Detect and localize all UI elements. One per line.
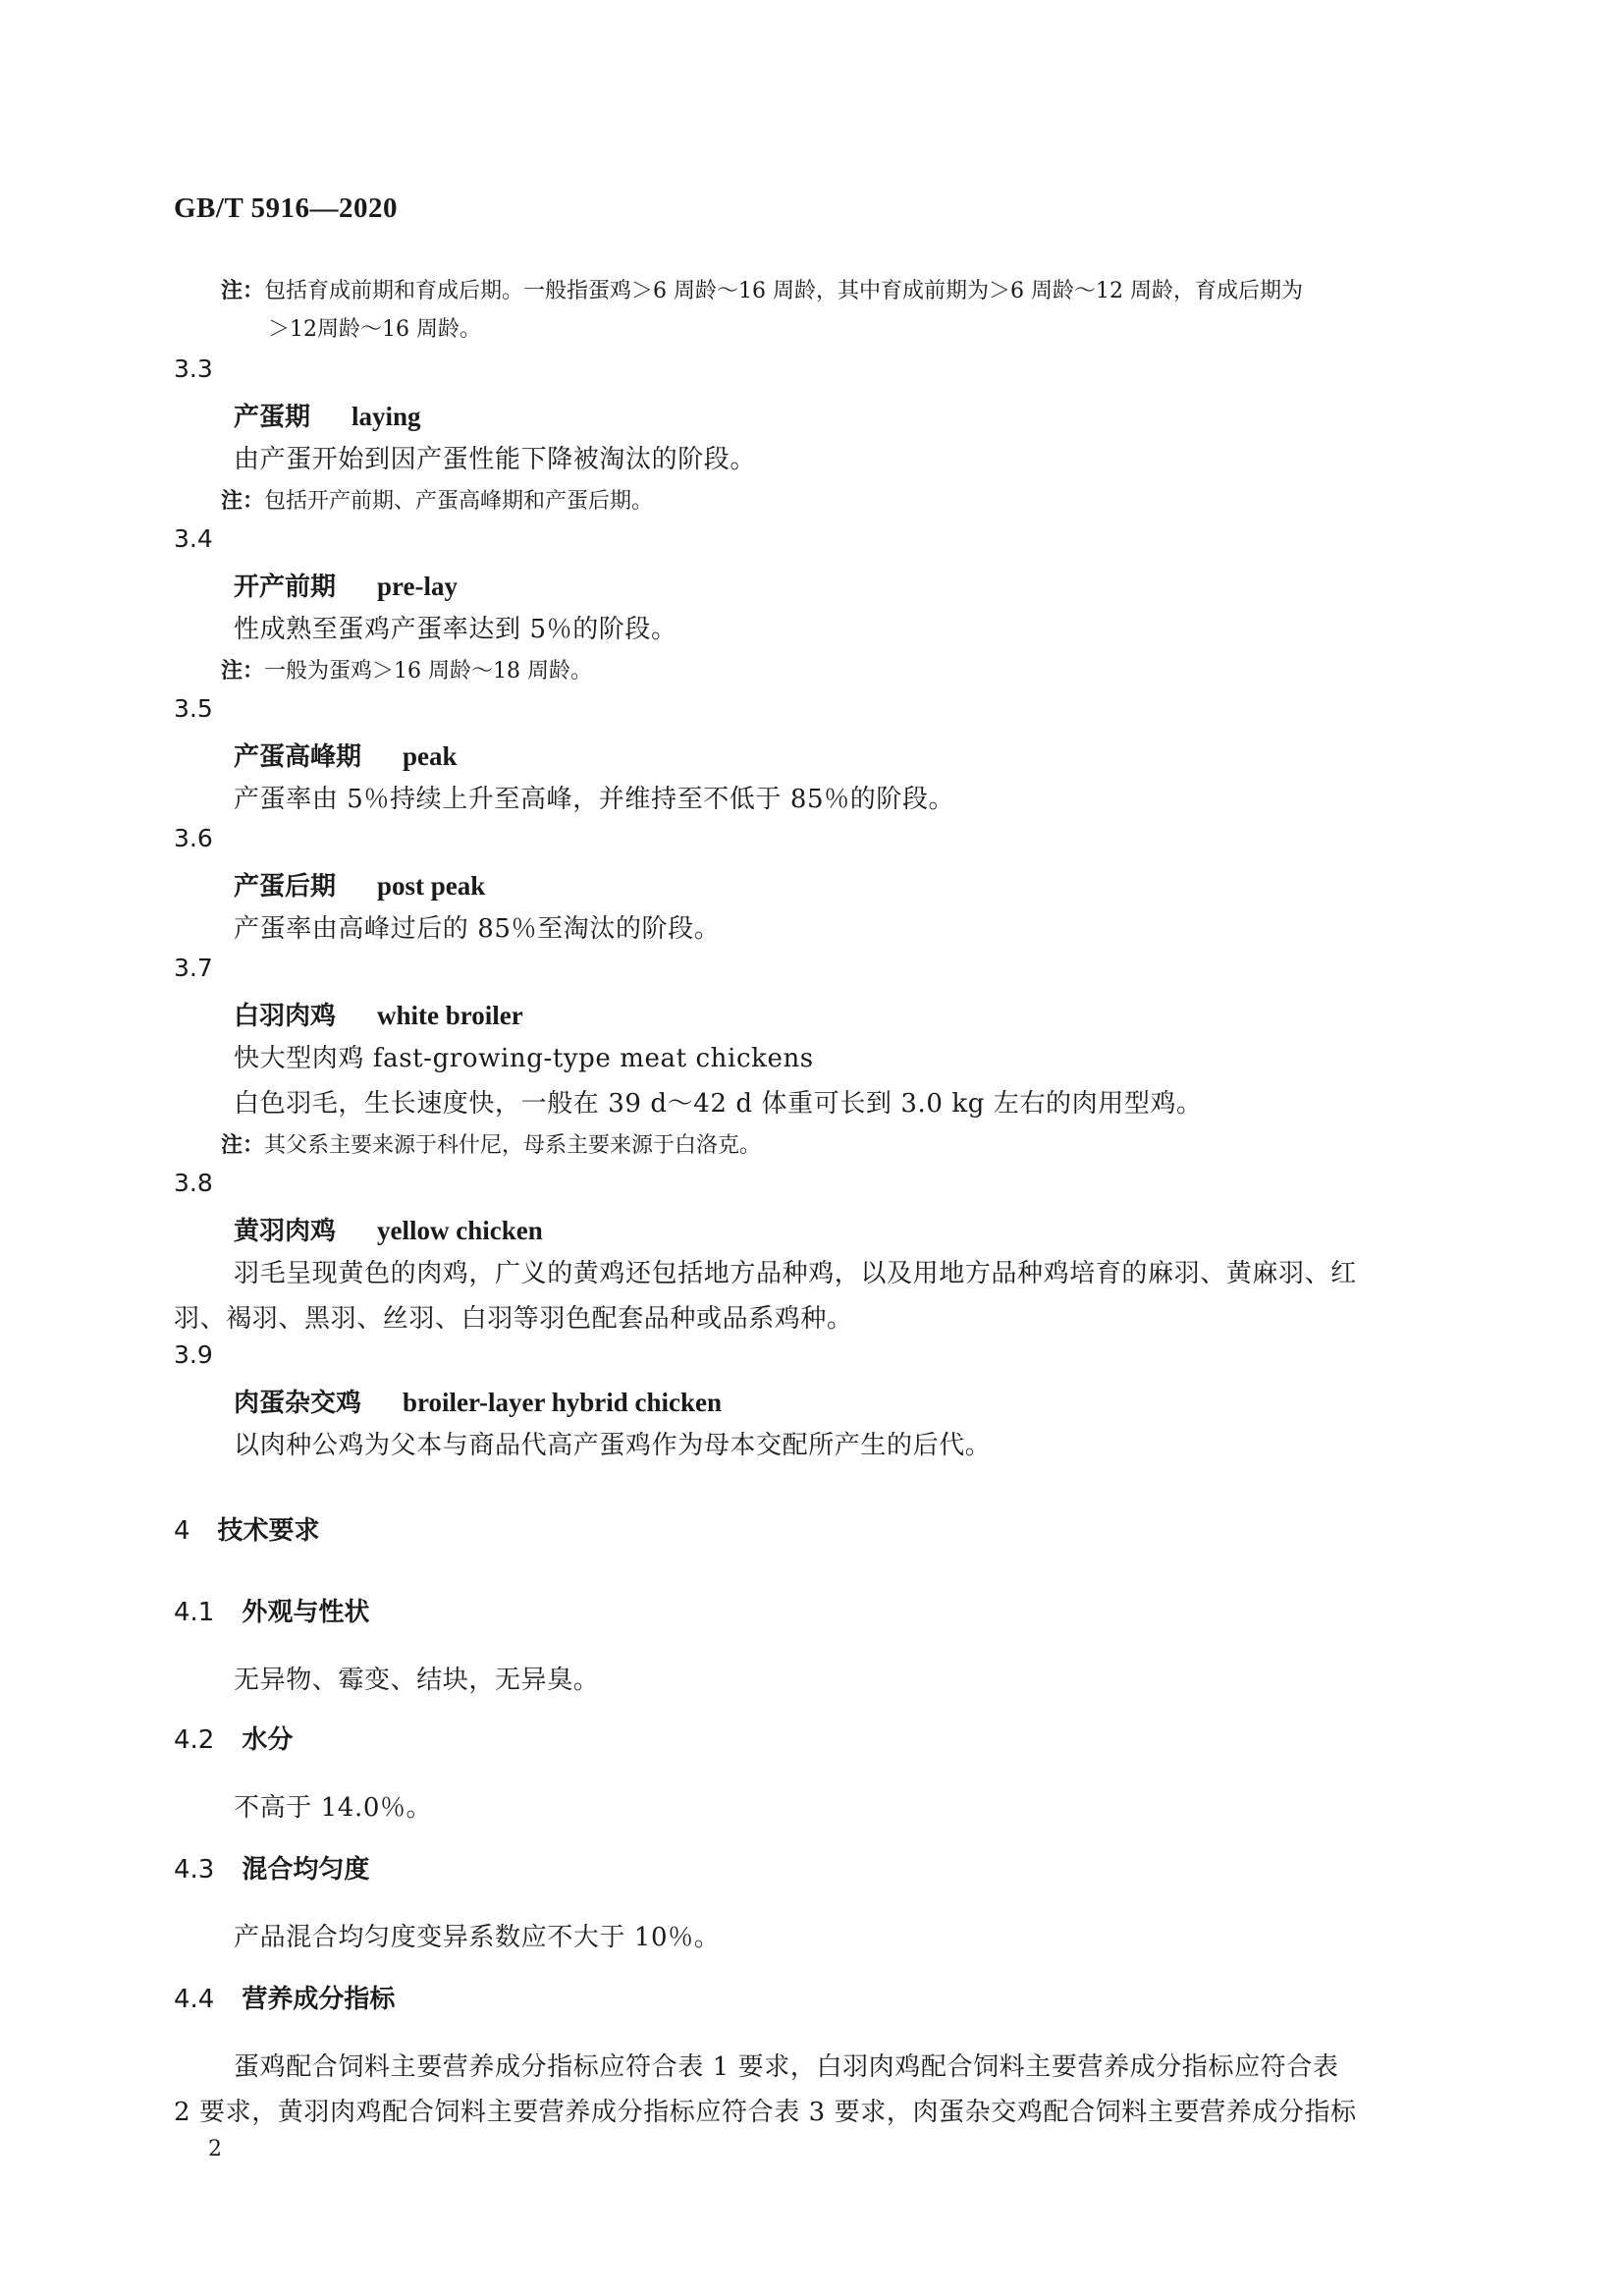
note-rearing-cont: ＞12周龄～16 周龄。 [268,317,481,342]
term-definition-cont: 羽、褐羽、黑羽、丝羽、白羽等羽色配套品种或品系鸡种。 [174,1304,853,1334]
note-rearing [221,274,1303,304]
term-heading [234,866,485,902]
subsection-heading [174,1592,369,1628]
term-zh: 产蛋高峰期 [234,742,362,772]
note-label: 注： [221,658,265,683]
term-definition: 以肉种公鸡为父本与商品代高产蛋鸡作为母本交配所产生的后代。 [234,1431,992,1460]
subsection-number: 4.1 [174,1598,215,1627]
term-heading [234,1383,722,1419]
subsection-number: 4.4 [174,1985,215,2014]
section-title: 技术要求 [217,1516,320,1546]
term-heading [234,737,458,773]
term-en: peak [403,741,458,771]
term-number: 3.6 [174,824,213,852]
note-label: 注： [221,278,265,303]
subsection-title: 水分 [242,1725,294,1755]
subsection-text: 无异物、霉变、结块，无异臭。 [234,1666,600,1695]
subsection-title: 营养成分指标 [242,1985,396,2014]
term-en: laying [352,402,421,431]
term-number: 3.9 [174,1340,213,1369]
subsection-title: 混合均匀度 [242,1855,370,1885]
term-definition: 由产蛋开始到因产蛋性能下降被淘汰的阶段。 [234,445,757,474]
term-note [221,654,592,684]
subsection-text-cont: 2 要求，黄羽肉鸡配合饲料主要营养成分指标应符合表 3 要求，肉蛋杂交鸡配合饲料主要营养成分指标 [174,2098,1357,2127]
term-zh: 开产前期 [234,573,337,602]
subsection-heading [174,1720,293,1756]
term-zh: 肉蛋杂交鸡 [234,1389,362,1418]
term-note [221,484,653,515]
term-zh: 产蛋期 [234,403,311,432]
page-number: 2 [208,2137,222,2161]
term-definition: 性成熟至蛋鸡产蛋率达到 5％的阶段。 [234,615,677,644]
subsection-text: 不高于 14.0％。 [234,1793,433,1823]
section-heading [174,1510,320,1547]
term-heading [234,397,421,433]
term-zh: 产蛋后期 [234,872,337,902]
term-number: 3.3 [174,355,213,383]
term-en: yellow chicken [377,1216,543,1245]
subsection-text: 蛋鸡配合饲料主要营养成分指标应符合表 1 要求，白羽肉鸡配合饲料主要营养成分指标应符合表 [234,2052,1339,2082]
term-heading [234,567,458,603]
subsection-title: 外观与性状 [242,1598,370,1627]
term-definition: 产蛋率由高峰过后的 85％至淘汰的阶段。 [234,914,721,944]
term-alt-name: 快大型肉鸡 fast-growing-type meat chickens [234,1044,814,1073]
term-en: white broiler [377,1001,523,1030]
term-en: pre-lay [377,572,459,601]
term-heading [234,1211,543,1247]
standard-code: GB/T 5916—2020 [174,192,399,224]
subsection-heading [174,1979,395,2015]
term-number: 3.7 [174,954,213,982]
term-en: broiler-layer hybrid chicken [403,1388,723,1417]
term-note [221,1128,761,1159]
note-text: 包括开产前期、产蛋高峰期和产蛋后期。 [264,489,654,514]
term-en: post peak [377,871,486,901]
note-text: 其父系主要来源于科什尼，母系主要来源于白洛克。 [264,1133,762,1158]
section-number: 4 [174,1516,190,1546]
term-zh: 黄羽肉鸡 [234,1217,337,1246]
term-definition: 产蛋率由 5％持续上升至高峰，并维持至不低于 85％的阶段。 [234,785,955,814]
subsection-heading [174,1849,369,1886]
note-label: 注： [221,488,265,514]
term-number: 3.8 [174,1169,213,1197]
note-text: 包括育成前期和育成后期。一般指蛋鸡＞6 周龄～16 周龄，其中育成前期为＞6 周龄～12 周龄，育成后期为 [264,279,1303,303]
term-heading [234,996,523,1032]
term-number: 3.4 [174,524,213,553]
note-text: 一般为蛋鸡＞16 周龄～18 周龄。 [264,659,592,683]
subsection-number: 4.2 [174,1725,215,1755]
term-zh: 白羽肉鸡 [234,1002,337,1031]
subsection-text: 产品混合均匀度变异系数应不大于 10％。 [234,1923,721,1952]
term-definition: 白色羽毛，生长速度快，一般在 39 d～42 d 体重可长到 3.0 kg 左右的肉用型鸡。 [234,1089,1203,1119]
term-number: 3.5 [174,694,213,723]
note-label: 注： [221,1132,265,1158]
subsection-number: 4.3 [174,1855,215,1885]
term-definition: 羽毛呈现黄色的肉鸡，广义的黄鸡还包括地方品种鸡，以及用地方品种鸡培育的麻羽、黄麻羽、红 [234,1259,1357,1288]
